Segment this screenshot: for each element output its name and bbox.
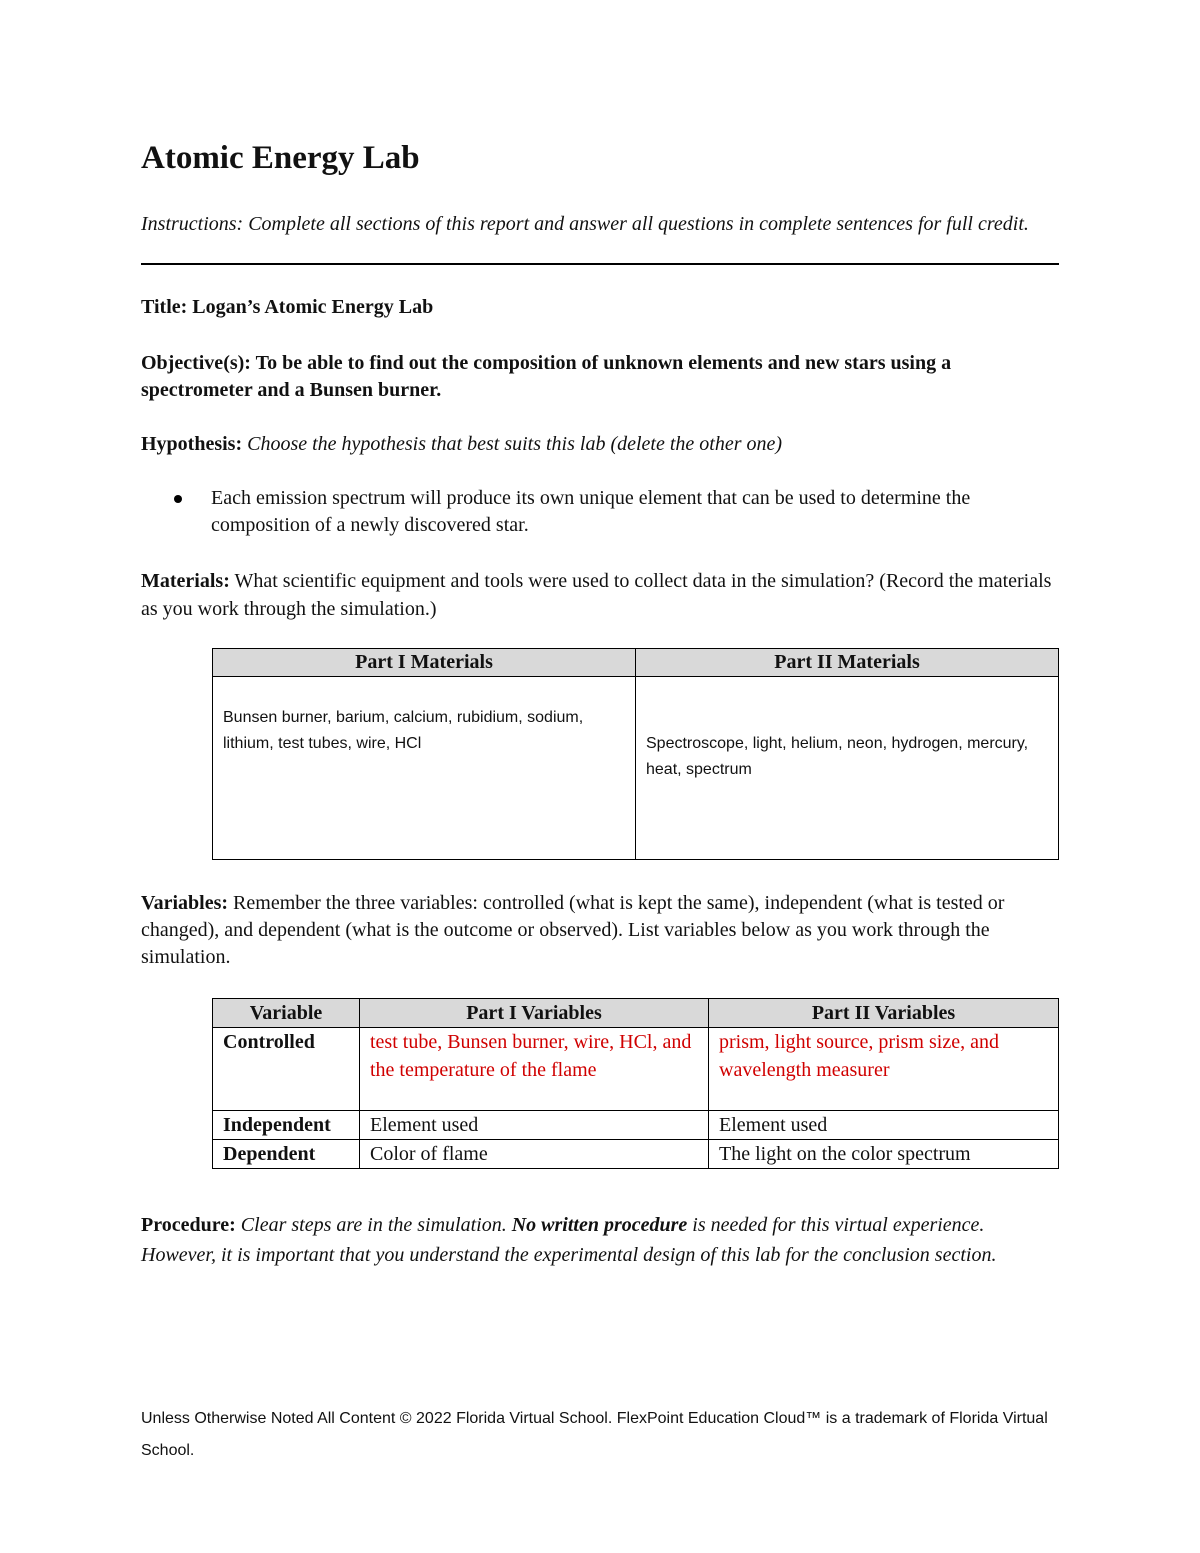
lab-title: Title: Logan’s Atomic Energy Lab	[141, 296, 434, 318]
materials-label: Materials:	[141, 570, 230, 592]
materials-header-part1: Part I Materials	[213, 649, 636, 677]
variables-section	[141, 890, 1059, 971]
header-divider	[141, 263, 1059, 265]
page-title: Atomic Energy Lab	[141, 140, 420, 176]
dependent-part1-cell[interactable]: Color of flame	[360, 1140, 709, 1169]
materials-section	[141, 567, 1059, 623]
independent-part2-cell[interactable]: Element used	[709, 1111, 1059, 1140]
materials-cell-part2[interactable]	[636, 677, 1059, 860]
bullet-icon	[174, 495, 182, 503]
materials-part1-text: Bunsen burner, barium, calcium, rubidium, sodium, lithium, test tubes, wire, HCl	[223, 709, 584, 752]
materials-table	[212, 648, 1059, 860]
variables-text: Remember the three variables: controlled (what is kept the same), independent (what is tested or changed), and dependent (what is the outcome or observed). List variables below as you work through the simulation.	[141, 892, 1005, 968]
variables-label: Variables:	[141, 892, 229, 914]
variables-table	[212, 998, 1059, 1169]
procedure-bold-text: No written procedure	[511, 1214, 688, 1236]
footer-text: Unless Otherwise Noted All Content © 2022 Florida Virtual School. FlexPoint Education Cloud™ is a trademark of Florida Virtual School.	[141, 1410, 1048, 1459]
objective-section	[141, 350, 1059, 404]
materials-part2-text: Spectroscope, light, helium, neon, hydrogen, mercury, heat, spectrum	[646, 735, 1029, 778]
variables-header-part2: Part II Variables	[709, 999, 1059, 1028]
table-row	[213, 1028, 1059, 1111]
materials-text: What scientific equipment and tools were used to collect data in the simulation? (Record the materials as you work through the simulation.)	[141, 570, 1052, 620]
controlled-part1-cell[interactable]: test tube, Bunsen burner, wire, HCl, and the temperature of the flame	[360, 1028, 709, 1111]
materials-cell-part1[interactable]	[213, 677, 636, 860]
objective-label: Objective(s):	[141, 352, 251, 374]
controlled-part2-cell[interactable]: prism, light source, prism size, and wavelength measurer	[709, 1028, 1059, 1111]
materials-table-header-row	[213, 649, 1059, 677]
hypothesis-list	[166, 485, 1026, 539]
procedure-text-1: Clear steps are in the simulation.	[240, 1214, 507, 1236]
procedure-section	[141, 1210, 1059, 1270]
independent-part1-cell[interactable]: Element used	[360, 1111, 709, 1140]
instructions-text: Instructions: Complete all sections of this report and answer all questions in complete sentences for full credit.	[141, 213, 1029, 235]
hypothesis-prompt: Choose the hypothesis that best suits this lab (delete the other one)	[247, 433, 783, 455]
objective-text: To be able to find out the composition of unknown elements and new stars using a spectrometer and a Bunsen burner.	[141, 352, 952, 401]
materials-table-row	[213, 677, 1059, 860]
table-row	[213, 1140, 1059, 1169]
procedure-label: Procedure:	[141, 1214, 236, 1236]
variable-label-independent: Independent	[213, 1111, 360, 1140]
hypothesis-item: Each emission spectrum will produce its own unique element that can be used to determine the composition of a newly discovered star.	[211, 487, 971, 536]
hypothesis-label: Hypothesis:	[141, 433, 243, 455]
dependent-part2-cell[interactable]: The light on the color spectrum	[709, 1140, 1059, 1169]
materials-header-part2: Part II Materials	[636, 649, 1059, 677]
variable-label-dependent: Dependent	[213, 1140, 360, 1169]
procedure-text-2: is needed for this virtual experience. However, it is important that you understand the experimental design of this lab for the conclusion section.	[141, 1214, 997, 1266]
hypothesis-section	[141, 431, 782, 458]
table-row	[213, 1111, 1059, 1140]
variable-label-controlled: Controlled	[213, 1028, 360, 1111]
variables-header-variable: Variable	[213, 999, 360, 1028]
variables-table-header-row	[213, 999, 1059, 1028]
variables-header-part1: Part I Variables	[360, 999, 709, 1028]
